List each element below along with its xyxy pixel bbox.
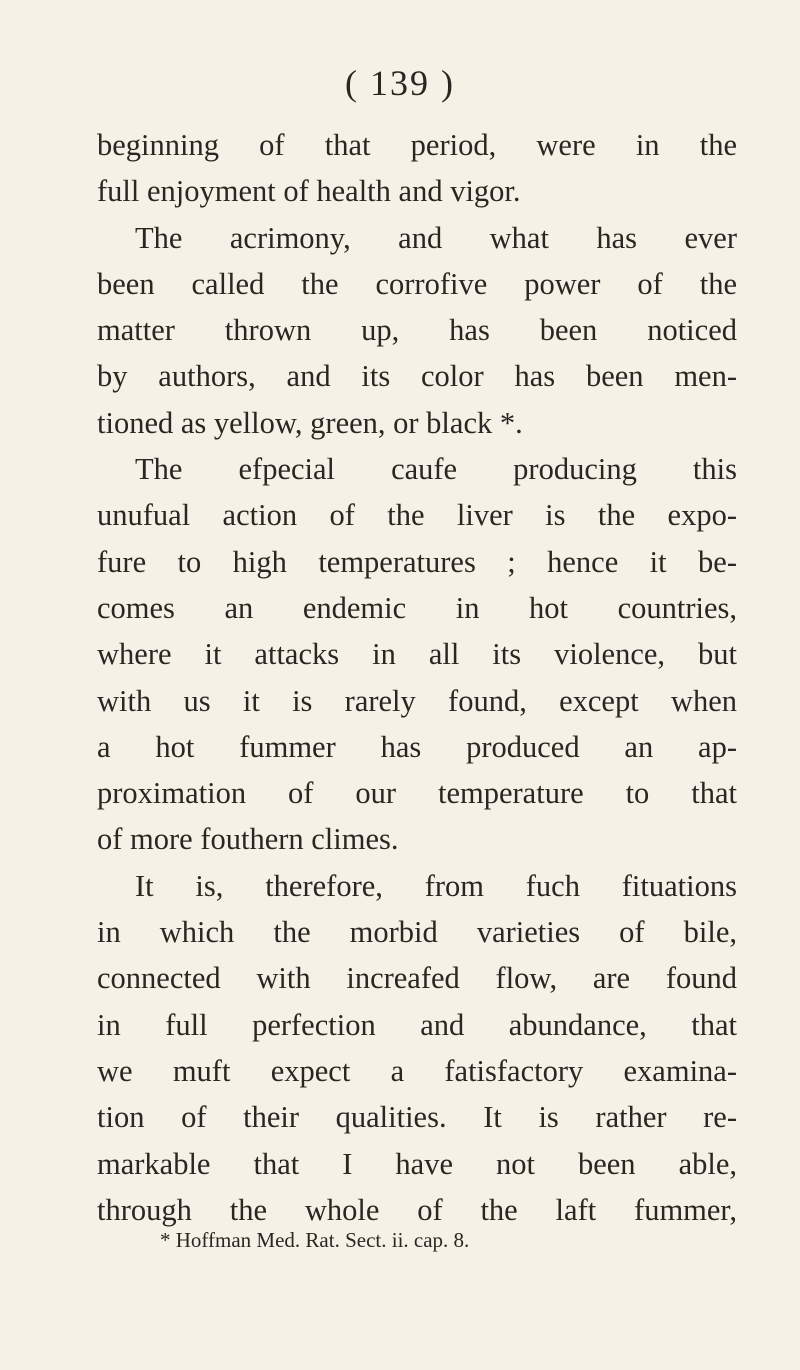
text-line: full enjoyment of health and vigor. [97, 174, 521, 209]
text-line: connected with increafed flow, are found [97, 961, 737, 996]
text-line: with us it is rarely found, except when [97, 683, 737, 718]
text-line: in which the morbid varieties of bile, [97, 915, 737, 950]
body-text [97, 122, 737, 1233]
text-line: tion of their qualities. It is rather re- [97, 1100, 737, 1135]
text-line: by authors, and its color has been men- [97, 359, 737, 394]
text-line: we muft expect a fatisfactory examina- [97, 1053, 737, 1088]
text-line: in full perfection and abundance, that [97, 1007, 737, 1042]
page-number: ( 139 ) [345, 63, 455, 103]
text-line: matter thrown up, has been noticed [97, 313, 737, 348]
text-line: through the whole of the laft fummer, [97, 1192, 737, 1227]
text-line: unufual action of the liver is the expo- [97, 498, 737, 533]
text-line: comes an endemic in hot countries, [97, 590, 737, 625]
text-line: It is, therefore, from fuch fituations [135, 868, 737, 903]
footnote: * Hoffman Med. Rat. Sect. ii. cap. 8. [160, 1228, 470, 1252]
text-line: beginning of that period, were in the [97, 128, 737, 162]
text-line: fure to high temperatures ; hence it be- [97, 544, 737, 579]
text-line: been called the corrofive power of the [97, 266, 737, 301]
text-line: tioned as yellow, green, or black *. [97, 405, 523, 440]
text-line: The efpecial caufe producing this [135, 452, 737, 487]
text-line: of more fouthern climes. [97, 822, 399, 857]
text-line: a hot fummer has produced an ap- [97, 729, 737, 764]
text-line: The acrimony, and what has ever [135, 220, 737, 255]
text-line: where it attacks in all its violence, but [97, 637, 737, 672]
text-line: proximation of our temperature to that [97, 776, 737, 811]
text-line: markable that I have not been able, [97, 1146, 737, 1181]
